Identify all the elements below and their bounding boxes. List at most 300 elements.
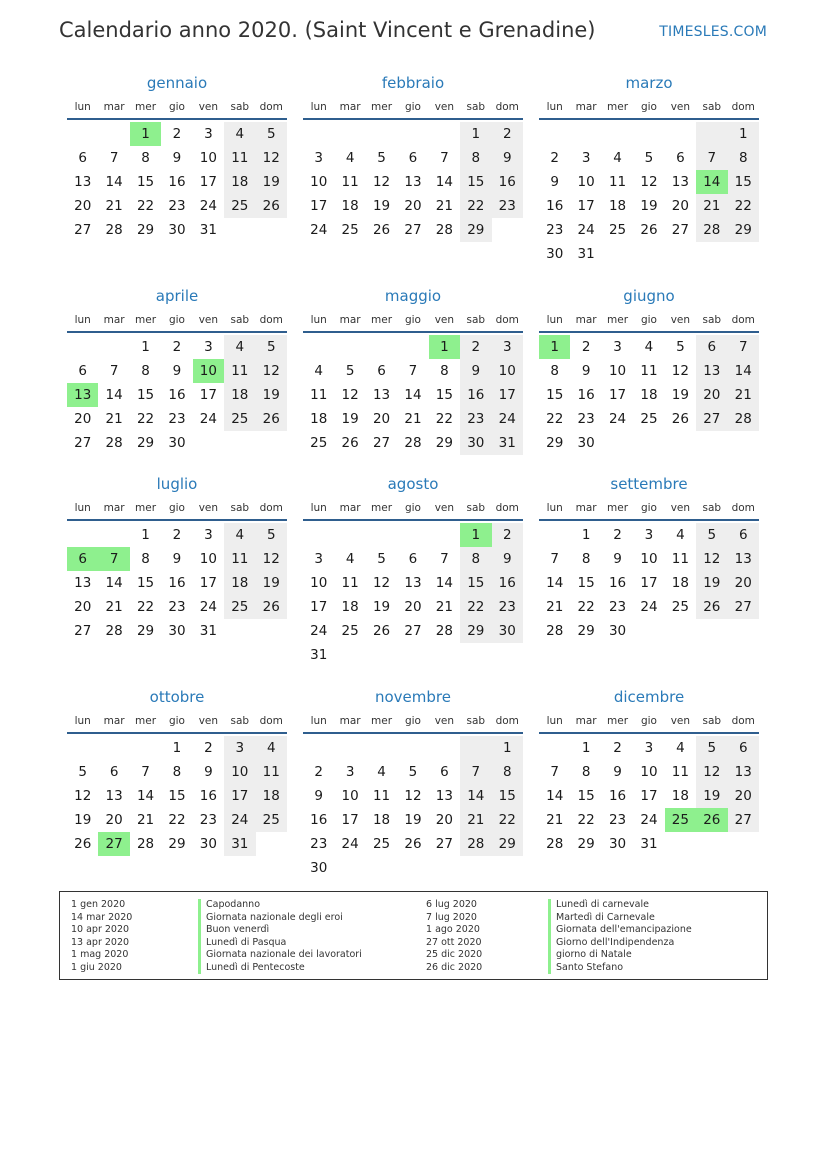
weekday-label: sab (230, 502, 250, 514)
weekday-label: mar (339, 314, 361, 326)
empty-cell (366, 122, 397, 146)
day-cell: 28 (696, 218, 727, 242)
weekday-label: ven (434, 502, 455, 514)
day-cell: 30 (168, 222, 186, 238)
day-grid (303, 734, 523, 880)
weekday-label: dom (731, 715, 755, 727)
empty-cell (429, 856, 460, 880)
day-cell: 11 (671, 551, 689, 567)
day-cell: 27 (74, 222, 92, 238)
day-cell: 13 (372, 387, 391, 403)
weekday-label: dom (731, 101, 755, 113)
day-cell: 6 (109, 764, 119, 780)
legend-right-names (548, 899, 692, 974)
empty-cell (728, 832, 759, 856)
day-cell: 3 (224, 736, 255, 760)
day-cell: 18 (341, 198, 359, 214)
empty-cell (570, 122, 601, 146)
day-cell: 6 (696, 335, 727, 359)
weekday-label: lun (74, 715, 91, 727)
day-cell: 18 (256, 784, 287, 808)
weekday-label: gio (640, 715, 657, 727)
day-cell: 28 (460, 832, 491, 856)
day-cell: 2 (314, 764, 323, 780)
day-cell: 31 (199, 623, 217, 639)
day-cell: 23 (310, 836, 328, 852)
day-cell: 4 (224, 335, 255, 359)
empty-cell (460, 856, 491, 880)
day-cell: 13 (74, 575, 92, 591)
day-cell: 20 (105, 812, 123, 828)
weekday-label: mer (371, 502, 393, 514)
day-cell: 21 (435, 198, 453, 214)
weekday-label: gio (640, 502, 657, 514)
day-cell: 2 (172, 339, 182, 355)
day-cell: 4 (314, 363, 323, 379)
empty-cell (334, 856, 365, 880)
weekday-label: lun (546, 502, 563, 514)
weekday-label: mar (339, 715, 361, 727)
day-cell: 30 (577, 435, 595, 451)
day-cell: 26 (372, 623, 391, 639)
empty-cell (539, 736, 570, 760)
weekday-label: mar (103, 314, 125, 326)
day-cell: 3 (644, 527, 654, 543)
day-cell: 10 (199, 150, 217, 166)
weekday-label: ven (670, 715, 691, 727)
weekday-label: mer (135, 101, 157, 113)
day-grid (303, 521, 523, 667)
day-cell: 14 (728, 359, 759, 383)
weekday-label: dom (495, 715, 519, 727)
day-cell: 18 (671, 575, 689, 591)
day-cell: 6 (408, 551, 418, 567)
day-cell: 15 (577, 575, 595, 591)
day-cell: 28 (728, 407, 759, 431)
day-cell: 28 (105, 435, 123, 451)
day-cell: 13 (435, 788, 453, 804)
day-cell: 2 (460, 335, 491, 359)
day-cell: 10 (640, 551, 658, 567)
weekday-label: mar (103, 101, 125, 113)
month-name: ottobre (149, 688, 205, 706)
day-cell: 25 (640, 411, 658, 427)
day-cell: 28 (105, 623, 123, 639)
day-cell: 22 (460, 595, 491, 619)
weekday-label: gio (404, 101, 421, 113)
weekday-label: mer (135, 502, 157, 514)
page-title: Calendario anno 2020. (Saint Vincent e Grenadine) (59, 18, 596, 42)
empty-cell (334, 335, 365, 359)
holiday-name: Buon venerdì (198, 924, 362, 937)
weekday-label: mar (575, 101, 597, 113)
day-cell: 10 (310, 575, 328, 591)
day-cell: 9 (172, 363, 182, 379)
day-cell: 9 (204, 764, 213, 780)
day-cell: 20 (404, 198, 422, 214)
day-cell: 1 (141, 339, 150, 355)
day-cell: 13 (728, 760, 759, 784)
weekday-label: gio (168, 502, 185, 514)
day-cell: 17 (199, 575, 217, 591)
day-cell: 10 (199, 551, 217, 567)
weekday-label: sab (466, 101, 486, 113)
empty-cell (334, 122, 365, 146)
day-cell: 9 (172, 551, 182, 567)
empty-cell (303, 335, 334, 359)
day-cell: 10 (608, 363, 627, 379)
holiday-name: Giornata nazionale dei lavoratori (198, 949, 362, 962)
weekday-label: mar (339, 502, 361, 514)
day-cell: 7 (109, 150, 119, 166)
holiday-legend (59, 891, 768, 980)
day-cell: 11 (224, 547, 255, 571)
day-cell: 16 (577, 387, 595, 403)
empty-cell (633, 619, 664, 643)
day-cell: 29 (728, 218, 759, 242)
day-cell: 10 (341, 788, 359, 804)
day-cell: 15 (577, 788, 595, 804)
day-cell: 25 (310, 435, 328, 451)
holiday-cell: 1 (130, 122, 161, 146)
day-cell: 12 (372, 174, 391, 190)
day-cell: 8 (440, 363, 449, 379)
day-cell: 14 (105, 174, 123, 190)
holiday-date: 1 ago 2020 (426, 924, 480, 935)
empty-cell (98, 335, 129, 359)
day-cell: 22 (460, 194, 491, 218)
day-cell: 12 (404, 788, 422, 804)
empty-cell (460, 643, 491, 667)
day-cell: 15 (546, 387, 564, 403)
weekday-label: sab (230, 314, 250, 326)
empty-cell (224, 619, 255, 643)
day-cell: 18 (608, 198, 627, 214)
empty-cell (366, 736, 397, 760)
month-name: febbraio (381, 74, 445, 92)
empty-cell (633, 122, 664, 146)
empty-cell (602, 431, 633, 455)
day-cell: 12 (696, 547, 727, 571)
day-cell: 13 (404, 575, 422, 591)
day-cell: 23 (492, 194, 523, 218)
empty-cell (728, 431, 759, 455)
day-cell: 19 (372, 599, 391, 615)
day-cell: 1 (460, 122, 491, 146)
day-cell: 9 (492, 547, 523, 571)
day-cell: 1 (492, 736, 523, 760)
day-cell: 24 (199, 198, 217, 214)
day-cell: 26 (671, 411, 689, 427)
empty-cell (256, 218, 287, 242)
day-cell: 8 (492, 760, 523, 784)
holiday-date: 1 gen 2020 (71, 899, 126, 910)
day-cell: 6 (377, 363, 386, 379)
day-cell: 29 (168, 836, 186, 852)
day-cell: 18 (224, 170, 255, 194)
month-giugno (539, 285, 759, 455)
day-cell: 4 (224, 523, 255, 547)
day-cell: 18 (671, 788, 689, 804)
weekday-label: dom (495, 502, 519, 514)
month-luglio (67, 473, 287, 643)
day-cell: 25 (224, 595, 255, 619)
holiday-cell: 1 (539, 335, 570, 359)
day-cell: 26 (256, 194, 287, 218)
day-cell: 23 (199, 812, 217, 828)
empty-cell (334, 523, 365, 547)
empty-cell (696, 242, 727, 266)
day-cell: 29 (136, 623, 155, 639)
weekday-header (539, 311, 759, 333)
day-cell: 5 (696, 523, 727, 547)
day-cell: 15 (136, 575, 155, 591)
empty-cell (67, 736, 98, 760)
day-cell: 5 (696, 736, 727, 760)
weekday-header (303, 499, 523, 521)
day-cell: 2 (204, 740, 213, 756)
legend-left-dates (71, 899, 132, 974)
day-cell: 3 (613, 339, 622, 355)
empty-cell (303, 122, 334, 146)
day-cell: 21 (696, 194, 727, 218)
day-cell: 6 (728, 523, 759, 547)
empty-cell (397, 523, 428, 547)
month-name: settembre (610, 475, 688, 493)
brand-link[interactable]: TIMESLES.COM (659, 24, 767, 40)
day-cell: 17 (341, 812, 359, 828)
holiday-date: 7 lug 2020 (426, 911, 477, 923)
holiday-name: Lunedì di Pasqua (198, 937, 362, 950)
day-cell: 11 (640, 363, 658, 379)
day-cell: 14 (105, 575, 123, 591)
day-cell: 20 (372, 411, 391, 427)
day-cell: 7 (696, 146, 727, 170)
day-cell: 30 (608, 836, 627, 852)
day-cell: 14 (105, 387, 123, 403)
day-grid (539, 120, 759, 266)
day-cell: 19 (256, 571, 287, 595)
day-cell: 16 (608, 575, 627, 591)
day-cell: 28 (136, 836, 155, 852)
weekday-label: sab (230, 715, 250, 727)
weekday-label: ven (434, 314, 455, 326)
holiday-date: 10 apr 2020 (71, 924, 130, 935)
day-cell: 4 (256, 736, 287, 760)
day-cell: 4 (676, 740, 685, 756)
day-cell: 24 (640, 812, 658, 828)
day-cell: 21 (728, 383, 759, 407)
day-cell: 1 (728, 122, 759, 146)
day-cell: 2 (550, 150, 559, 166)
empty-cell (539, 122, 570, 146)
day-cell: 27 (74, 623, 92, 639)
holiday-cell: 26 (696, 808, 727, 832)
day-cell: 30 (168, 623, 186, 639)
day-cell: 21 (435, 599, 453, 615)
empty-cell (130, 736, 161, 760)
day-cell: 25 (608, 222, 627, 238)
empty-cell (303, 736, 334, 760)
day-grid (67, 120, 287, 242)
day-cell: 8 (141, 551, 150, 567)
day-cell: 18 (640, 387, 658, 403)
day-cell: 3 (314, 150, 323, 166)
empty-cell (67, 335, 98, 359)
day-cell: 17 (199, 387, 217, 403)
day-cell: 25 (224, 407, 255, 431)
day-cell: 7 (550, 764, 559, 780)
month-novembre (303, 686, 523, 880)
day-cell: 24 (577, 222, 595, 238)
day-cell: 18 (224, 571, 255, 595)
empty-cell (224, 431, 255, 455)
day-cell: 12 (256, 359, 287, 383)
day-cell: 3 (492, 335, 523, 359)
day-cell: 12 (696, 760, 727, 784)
weekday-label: lun (310, 502, 327, 514)
holiday-cell: 25 (665, 808, 696, 832)
day-cell: 28 (546, 623, 564, 639)
holiday-date: 14 mar 2020 (71, 911, 133, 923)
day-cell: 14 (435, 575, 453, 591)
day-cell: 29 (546, 435, 564, 451)
legend-right-dates (426, 899, 482, 974)
empty-cell (397, 643, 428, 667)
empty-cell (633, 431, 664, 455)
day-cell: 19 (256, 383, 287, 407)
day-cell: 19 (256, 170, 287, 194)
day-grid (303, 120, 523, 242)
day-cell: 13 (696, 359, 727, 383)
day-cell: 19 (696, 784, 727, 808)
day-cell: 18 (310, 411, 328, 427)
day-cell: 3 (345, 764, 355, 780)
holiday-cell: 1 (429, 335, 460, 359)
empty-cell (397, 122, 428, 146)
weekday-label: mer (371, 101, 393, 113)
day-cell: 21 (105, 599, 123, 615)
month-aprile (67, 285, 287, 455)
weekday-label: mar (103, 502, 125, 514)
day-cell: 12 (341, 387, 359, 403)
weekday-label: sab (466, 314, 486, 326)
weekday-label: ven (434, 715, 455, 727)
empty-cell (366, 643, 397, 667)
day-cell: 28 (404, 435, 422, 451)
day-cell: 17 (640, 788, 658, 804)
day-cell: 14 (546, 575, 564, 591)
day-cell: 30 (168, 435, 186, 451)
day-cell: 4 (676, 527, 685, 543)
day-cell: 27 (671, 222, 689, 238)
weekday-label: lun (546, 101, 563, 113)
empty-cell (303, 523, 334, 547)
day-cell: 8 (141, 150, 150, 166)
weekday-label: mar (339, 101, 361, 113)
day-cell: 25 (224, 194, 255, 218)
day-cell: 3 (204, 339, 213, 355)
day-cell: 19 (74, 812, 92, 828)
day-cell: 31 (310, 647, 328, 663)
day-cell: 22 (435, 411, 453, 427)
month-dicembre (539, 686, 759, 856)
day-cell: 17 (640, 575, 658, 591)
weekday-label: ven (198, 502, 219, 514)
day-cell: 11 (372, 788, 391, 804)
day-cell: 13 (728, 547, 759, 571)
day-cell: 24 (310, 623, 328, 639)
day-cell: 17 (310, 599, 328, 615)
day-cell: 24 (492, 407, 523, 431)
day-cell: 25 (341, 623, 359, 639)
weekday-label: gio (168, 715, 185, 727)
weekday-label: lun (74, 502, 91, 514)
day-cell: 7 (109, 363, 119, 379)
day-cell: 7 (440, 150, 449, 166)
day-cell: 25 (256, 808, 287, 832)
day-cell: 20 (404, 599, 422, 615)
day-cell: 17 (199, 174, 217, 190)
day-cell: 17 (608, 387, 627, 403)
holiday-date: 6 lug 2020 (426, 899, 477, 910)
weekday-label: sab (702, 715, 722, 727)
day-cell: 13 (404, 174, 422, 190)
weekday-label: mer (371, 715, 393, 727)
day-cell: 20 (696, 383, 727, 407)
day-cell: 11 (341, 575, 359, 591)
day-cell: 11 (256, 760, 287, 784)
day-cell: 6 (676, 150, 685, 166)
holiday-date: 27 ott 2020 (426, 936, 482, 948)
empty-cell (728, 619, 759, 643)
empty-cell (633, 242, 664, 266)
empty-cell (366, 523, 397, 547)
weekday-label: lun (74, 314, 91, 326)
day-cell: 4 (345, 551, 355, 567)
day-cell: 23 (608, 812, 627, 828)
day-cell: 5 (256, 523, 287, 547)
day-cell: 23 (577, 411, 595, 427)
day-cell: 2 (492, 523, 523, 547)
day-cell: 6 (408, 150, 418, 166)
holiday-date: 13 apr 2020 (71, 936, 130, 948)
empty-cell (665, 619, 696, 643)
day-cell: 14 (546, 788, 564, 804)
weekday-label: gio (404, 502, 421, 514)
day-cell: 17 (224, 784, 255, 808)
day-cell: 30 (460, 431, 491, 455)
day-cell: 28 (435, 623, 453, 639)
month-agosto (303, 473, 523, 667)
day-cell: 13 (74, 174, 92, 190)
day-cell: 27 (728, 808, 759, 832)
day-cell: 22 (546, 411, 564, 427)
day-cell: 28 (546, 836, 564, 852)
day-cell: 31 (199, 222, 217, 238)
month-name: aprile (155, 287, 199, 305)
day-grid (67, 734, 287, 856)
day-cell: 6 (728, 736, 759, 760)
day-cell: 28 (435, 222, 453, 238)
weekday-label: dom (259, 715, 283, 727)
day-cell: 19 (404, 812, 422, 828)
month-gennaio (67, 72, 287, 242)
holiday-name: Lunedì di Pentecoste (198, 962, 362, 975)
day-cell: 2 (172, 527, 182, 543)
holiday-date: 26 dic 2020 (426, 961, 483, 973)
empty-cell (429, 523, 460, 547)
